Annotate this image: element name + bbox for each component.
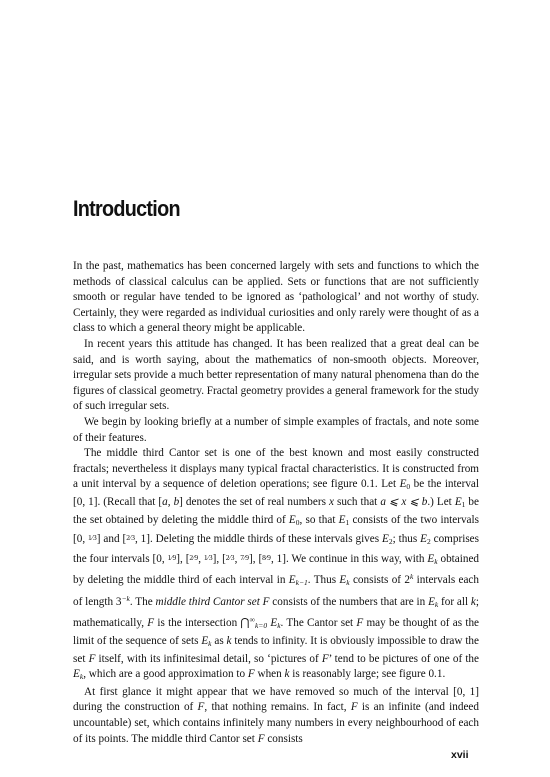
paragraph-5: At first glance it might appear that we have removed so much of the interval [0, 1] during the construction of F, that nothing remains. In fact, F is an infinite (and indeed uncountable) set, which contains infinitely many numbers in every neighbourhood of each of its points. The middle third Cantor set F consists [73, 685, 479, 745]
paragraph-4: The middle third Cantor set is one of the best known and most easily constructed fractals; nevertheless it displays many typical fractal characteristics. It is constructed from a unit interval by a sequence of deletion operations; see figure 0.1. Let $E_0$ be the interval [0, 1]. (Recall that [a, b] denotes the set of real numbers x such that a ⩽ x ⩽ b.) Let $E_1$ be the set obtained by deleting the middle third of $E_0$, so that $E_1$ consists of the two intervals [0, 1⁄3] and [2⁄3, 1]. Deleting the middle thirds of these intervals gives $E_2$; thus $E_2$ comprises the four intervals [0, 1⁄9], [2⁄9, 1⁄3], [2⁄3, 7⁄9], [8⁄9, 1]. We continue in this way, with $E_k$ obtained by deleting the middle third of each interval in $E_{k-1}$. Thus $E_k$ consists of 2$^k$ intervals each of length $3^{-k}$. The middle third Cantor set F consists of the numbers that are in $E_k$ for all k; mathematically, F is the intersection $⋂^\infty_{k=0}$ $E_k$. The Cantor set F may be thought of as the limit of the sequence of sets $E_k$ as k tends to infinity. It is obviously impossible to draw the set F itself, with its infinitesimal detail, so ‘pictures of F’ tend to be pictures of one of the $E_k$, which are a good approximation to F when k is reasonably large; see figure 0.1. [73, 447, 480, 682]
paragraph-2: In recent years this attitude has changed. It has been realized that a great deal can be said, and is worth saying, about the mathematics of non-smooth objects. Moreover, irregular sets provide a much better representation of many natural phenomena than do the figures of classical geometry. Fractal geometry provides a general framework for the study of such irregular sets. [73, 337, 479, 413]
page-number: xvii [451, 749, 469, 761]
body-text [73, 259, 479, 747]
paragraph-3: We begin by looking briefly at a number of simple examples of fractals, and note some of their features. [73, 415, 479, 444]
paragraph-1: In the past, mathematics has been concerned largely with sets and functions to which the methods of classical calculus can be applied. Sets or functions that are not sufficiently smooth or regular have tended to be ignored as ‘pathological’ and not worthy of study. Certainly, they were regarded as individual curiosities and only rarely were thought of as a class to which a general theory might be applicable. [73, 260, 479, 335]
chapter-title: Introduction [73, 196, 180, 221]
